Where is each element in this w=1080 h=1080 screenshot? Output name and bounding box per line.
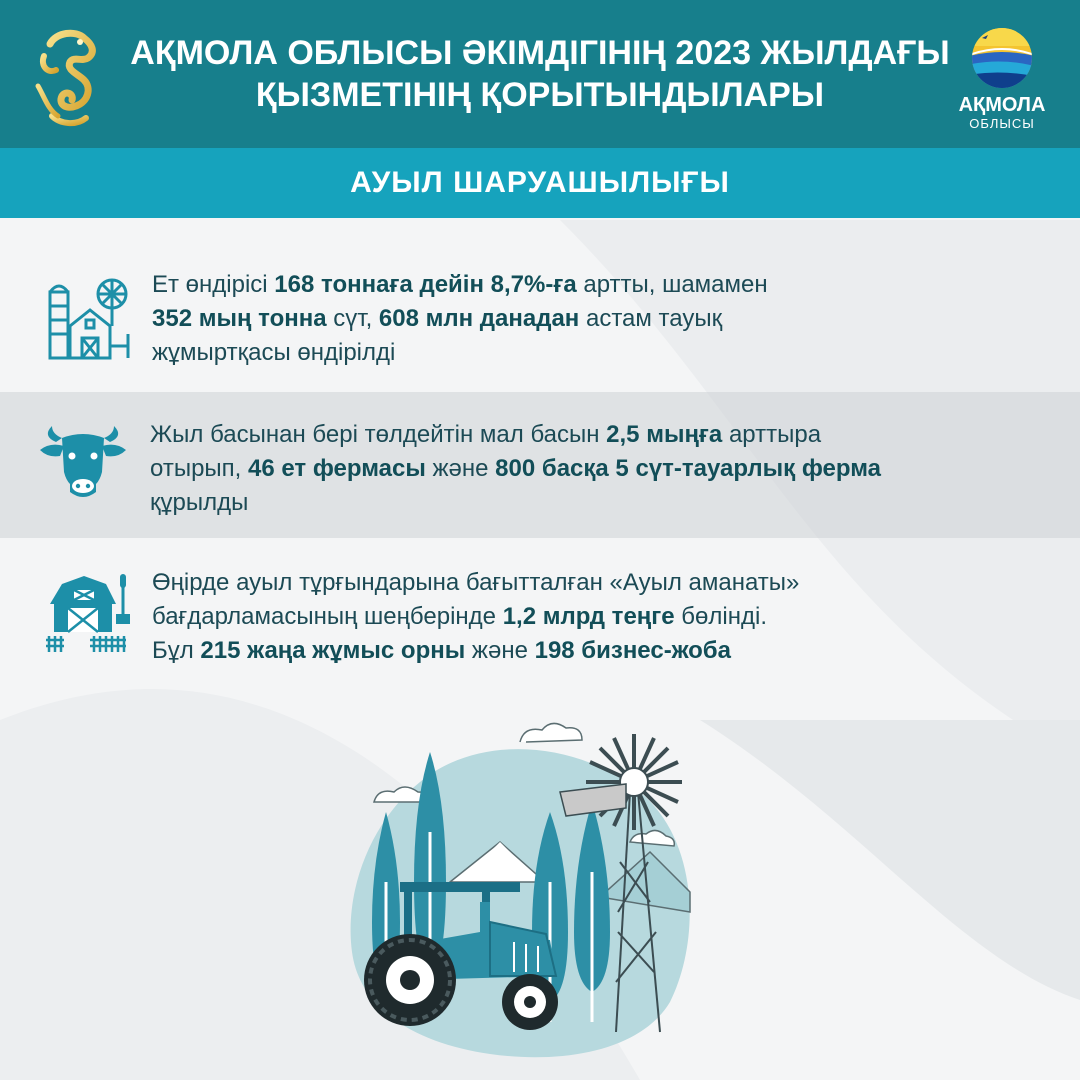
sun-lake-logo-icon bbox=[952, 24, 1052, 94]
text-part: жұмыртқасы өндірілді bbox=[152, 339, 396, 366]
tractor-windmill-trees-illustration bbox=[330, 712, 710, 1062]
text-part: астам тауық bbox=[579, 305, 723, 332]
section-title: АУЫЛ ШАРУАШЫЛЫҒЫ bbox=[350, 166, 730, 199]
header-banner bbox=[0, 0, 1080, 148]
text-part: Өңірде ауыл тұрғындарына бағытталған «Ауыл аманаты» bbox=[152, 569, 800, 596]
text-line bbox=[150, 452, 881, 486]
cow-head-icon bbox=[38, 422, 128, 502]
logo-name: АҚМОЛА bbox=[958, 94, 1046, 116]
text-part: сүт, bbox=[326, 305, 379, 332]
section-bar bbox=[0, 148, 1080, 218]
farm-windmill-icon bbox=[46, 274, 132, 364]
info-text-meat-milk-eggs bbox=[152, 268, 768, 370]
snow-leopard-emblem-icon bbox=[30, 26, 110, 130]
highlight-value: 1,2 млрд теңге bbox=[502, 603, 675, 630]
highlight-value: 2,5 мыңға bbox=[606, 421, 723, 448]
text-part: артты, шамамен bbox=[576, 271, 768, 298]
text-line bbox=[152, 600, 799, 634]
info-text-auyl-amanaty bbox=[152, 566, 799, 668]
text-part: бөлінді. bbox=[674, 603, 767, 630]
highlight-value: 168 тоннаға дейін 8,7%-ға bbox=[274, 271, 577, 298]
text-part: отырып, bbox=[150, 455, 248, 482]
title-line-2: ҚЫЗМЕТІНІҢ ҚОРЫТЫНДЫЛАРЫ bbox=[255, 76, 825, 114]
text-line bbox=[152, 336, 768, 370]
highlight-value: 215 жаңа жұмыс орны bbox=[200, 637, 466, 664]
text-part: Бұл bbox=[152, 637, 201, 664]
text-line bbox=[152, 566, 799, 600]
info-row-livestock-farms bbox=[0, 392, 1080, 538]
title-line-1: АҚМОЛА ОБЛЫСЫ ӘКІМДІГІНІҢ 2023 ЖЫЛДАҒЫ bbox=[130, 34, 950, 72]
text-line bbox=[152, 634, 799, 668]
highlight-value: 800 басқа 5 сүт-тауарлық ферма bbox=[495, 455, 882, 482]
info-text-livestock-farms bbox=[150, 418, 881, 520]
text-line bbox=[152, 268, 768, 302]
text-part: бағдарламасының шеңберінде bbox=[152, 603, 503, 630]
logo-subtitle: ОБЛЫСЫ bbox=[969, 116, 1035, 131]
text-part: Жыл басынан бері төлдейтін мал басын bbox=[150, 421, 607, 448]
text-part: Ет өндірісі bbox=[152, 271, 275, 298]
info-row-auyl-amanaty bbox=[0, 540, 1080, 702]
text-part: арттыра bbox=[722, 421, 822, 448]
text-line bbox=[150, 418, 881, 452]
akmola-logo bbox=[952, 24, 1052, 136]
text-line bbox=[150, 486, 881, 520]
barn-fence-icon bbox=[44, 570, 130, 654]
highlight-value: 198 бизнес-жоба bbox=[534, 637, 731, 664]
highlight-value: 608 млн данадан bbox=[378, 305, 580, 332]
text-part: және bbox=[465, 637, 535, 664]
text-line bbox=[152, 302, 768, 336]
text-part: құрылды bbox=[150, 489, 249, 516]
info-row-meat-milk-eggs bbox=[0, 248, 1080, 390]
highlight-value: 46 ет фермасы bbox=[248, 455, 426, 482]
highlight-value: 352 мың тонна bbox=[152, 305, 327, 332]
text-part: және bbox=[425, 455, 496, 482]
page-title bbox=[120, 32, 960, 116]
